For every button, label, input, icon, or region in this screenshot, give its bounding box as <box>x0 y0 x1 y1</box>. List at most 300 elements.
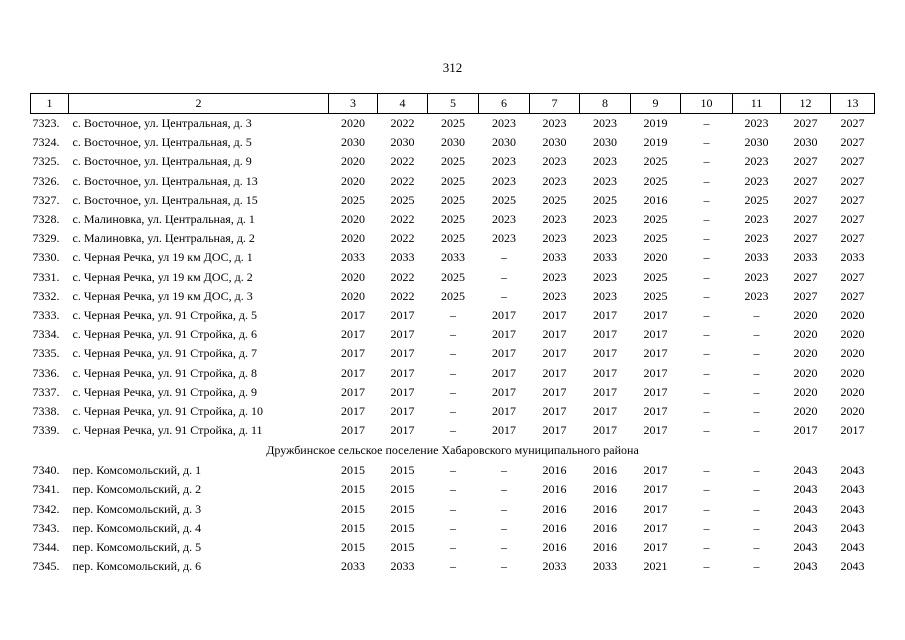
year-cell: 2015 <box>341 520 365 535</box>
year-cell: – <box>703 269 710 284</box>
year-cell: 2020 <box>793 403 818 418</box>
address-cell: с. Малиновка, ул. Центральная, д. 2 <box>72 231 255 246</box>
year-cell: 2022 <box>390 173 415 188</box>
row-number: 7331. <box>32 269 60 284</box>
column-header: 1 <box>31 94 69 114</box>
year-cell: – <box>703 423 710 438</box>
year-cell: 2027 <box>840 173 865 188</box>
year-cell: 2017 <box>390 365 415 380</box>
year-cell: 2025 <box>492 192 516 207</box>
table-row <box>31 383 875 402</box>
address-cell: с. Восточное, ул. Центральная, д. 9 <box>72 154 252 169</box>
year-cell: 2025 <box>643 231 668 246</box>
table-row <box>31 133 875 152</box>
year-cell: 2023 <box>593 154 617 169</box>
year-cell: 2020 <box>840 307 865 322</box>
year-cell: – <box>703 520 710 535</box>
address-cell: с. Черная Речка, ул 19 км ДОС, д. 3 <box>72 288 253 303</box>
row-number: 7343. <box>32 520 60 535</box>
year-cell: 2023 <box>542 173 567 188</box>
column-header: 2 <box>69 94 329 114</box>
year-cell: 2020 <box>840 403 865 418</box>
year-cell: 2033 <box>542 250 567 265</box>
year-cell: – <box>703 463 710 478</box>
year-cell: 2023 <box>744 173 769 188</box>
year-cell: – <box>703 327 710 342</box>
year-cell: 2017 <box>542 307 567 322</box>
table-row <box>31 480 875 499</box>
table-row <box>31 421 875 440</box>
year-cell: 2023 <box>593 269 617 284</box>
year-cell: 2027 <box>840 116 865 131</box>
year-cell: 2027 <box>840 288 865 303</box>
year-cell: – <box>501 269 507 284</box>
year-cell: 2023 <box>744 231 769 246</box>
year-cell: 2015 <box>390 463 415 478</box>
year-cell: 2020 <box>341 116 365 131</box>
year-cell: 2027 <box>793 192 818 207</box>
data-table <box>30 93 875 576</box>
year-cell: 2023 <box>492 212 516 227</box>
address-cell: с. Черная Речка, ул. 91 Стройка, д. 5 <box>72 307 257 322</box>
year-cell: – <box>753 540 760 555</box>
year-cell: 2043 <box>793 501 818 516</box>
address-cell: пер. Комсомольский, д. 2 <box>72 482 202 497</box>
year-cell: – <box>501 482 507 497</box>
address-cell: с. Восточное, ул. Центральная, д. 3 <box>72 116 252 131</box>
address-cell: с. Черная Речка, ул. 91 Стройка, д. 9 <box>72 384 257 399</box>
year-cell: 2017 <box>643 520 668 535</box>
year-cell: 2043 <box>793 559 818 574</box>
year-cell: 2030 <box>744 135 769 150</box>
year-cell: 2017 <box>390 327 415 342</box>
year-cell: 2025 <box>643 288 668 303</box>
year-cell: 2027 <box>793 288 818 303</box>
year-cell: 2030 <box>390 135 415 150</box>
year-cell: 2021 <box>643 559 668 574</box>
column-header: 6 <box>479 94 530 114</box>
table-row <box>31 306 875 325</box>
address-cell: с. Черная Речка, ул. 91 Стройка, д. 8 <box>72 365 257 380</box>
year-cell: 2017 <box>492 403 516 418</box>
year-cell: 2017 <box>643 365 668 380</box>
year-cell: – <box>703 135 710 150</box>
row-number: 7324. <box>32 135 60 150</box>
address-cell: пер. Комсомольский, д. 1 <box>72 463 202 478</box>
year-cell: 2017 <box>643 403 668 418</box>
year-cell: 2025 <box>441 154 465 169</box>
year-cell: 2015 <box>390 501 415 516</box>
header-row <box>31 94 875 114</box>
year-cell: 2017 <box>492 384 516 399</box>
year-cell: 2023 <box>593 173 617 188</box>
year-cell: 2023 <box>542 212 567 227</box>
address-cell: пер. Комсомольский, д. 6 <box>72 559 202 574</box>
year-cell: 2020 <box>793 384 818 399</box>
row-number: 7333. <box>32 307 60 322</box>
column-header: 5 <box>428 94 479 114</box>
year-cell: 2020 <box>793 307 818 322</box>
year-cell: 2015 <box>341 463 365 478</box>
year-cell: 2025 <box>341 192 365 207</box>
address-cell: с. Черная Речка, ул 19 км ДОС, д. 2 <box>72 269 253 284</box>
year-cell: 2043 <box>793 482 818 497</box>
year-cell: 2025 <box>542 192 567 207</box>
year-cell: 2017 <box>542 423 567 438</box>
year-cell: – <box>450 501 456 516</box>
year-cell: 2022 <box>390 269 415 284</box>
year-cell: 2030 <box>341 135 365 150</box>
column-header: 12 <box>781 94 831 114</box>
year-cell: 2017 <box>492 307 516 322</box>
year-cell: – <box>703 403 710 418</box>
section-title: Дружбинское сельское поселение Хабаровского муниципального района <box>266 443 639 458</box>
year-cell: 2023 <box>492 231 516 246</box>
year-cell: 2023 <box>492 173 516 188</box>
year-cell: 2022 <box>390 231 415 246</box>
year-cell: 2027 <box>793 269 818 284</box>
year-cell: – <box>450 482 456 497</box>
year-cell: – <box>703 501 710 516</box>
year-cell: – <box>753 346 760 361</box>
table-row <box>31 500 875 519</box>
year-cell: 2017 <box>542 384 567 399</box>
year-cell: – <box>703 288 710 303</box>
year-cell: 2017 <box>492 423 516 438</box>
year-cell: 2017 <box>390 423 415 438</box>
year-cell: – <box>753 520 760 535</box>
year-cell: 2016 <box>542 520 567 535</box>
address-cell: с. Черная Речка, ул. 91 Стройка, д. 11 <box>72 423 263 438</box>
year-cell: 2023 <box>744 288 769 303</box>
row-number: 7336. <box>32 365 60 380</box>
year-cell: 2017 <box>542 346 567 361</box>
address-cell: с. Восточное, ул. Центральная, д. 5 <box>72 135 252 150</box>
year-cell: – <box>703 154 710 169</box>
year-cell: 2017 <box>390 403 415 418</box>
year-cell: 2043 <box>840 520 865 535</box>
column-header: 11 <box>733 94 781 114</box>
year-cell: 2017 <box>643 463 668 478</box>
year-cell: 2027 <box>840 231 865 246</box>
year-cell: 2017 <box>341 307 365 322</box>
row-number: 7339. <box>32 423 60 438</box>
year-cell: 2033 <box>390 559 415 574</box>
table-row <box>31 191 875 210</box>
year-cell: 2017 <box>542 365 567 380</box>
year-cell: 2023 <box>492 154 516 169</box>
year-cell: 2043 <box>840 540 865 555</box>
year-cell: – <box>703 173 710 188</box>
year-cell: – <box>703 365 710 380</box>
year-cell: 2025 <box>643 212 668 227</box>
year-cell: 2043 <box>840 463 865 478</box>
year-cell: 2033 <box>593 250 617 265</box>
year-cell: 2027 <box>840 154 865 169</box>
year-cell: 2017 <box>643 501 668 516</box>
year-cell: 2017 <box>341 384 365 399</box>
year-cell: 2025 <box>441 269 465 284</box>
year-cell: 2016 <box>643 192 668 207</box>
year-cell: – <box>501 250 507 265</box>
table-row <box>31 172 875 191</box>
row-number: 7341. <box>32 482 60 497</box>
year-cell: 2017 <box>643 346 668 361</box>
year-cell: 2025 <box>390 192 415 207</box>
year-cell: – <box>703 559 710 574</box>
row-number: 7332. <box>32 288 60 303</box>
row-number: 7342. <box>32 501 60 516</box>
row-number: 7345. <box>32 559 60 574</box>
year-cell: – <box>450 403 456 418</box>
year-cell: 2043 <box>793 540 818 555</box>
table-row <box>31 519 875 538</box>
year-cell: 2043 <box>793 463 818 478</box>
row-number: 7335. <box>32 346 60 361</box>
year-cell: 2023 <box>492 116 516 131</box>
year-cell: 2020 <box>840 365 865 380</box>
table-row <box>31 268 875 287</box>
year-cell: 2043 <box>840 559 865 574</box>
year-cell: 2020 <box>341 231 365 246</box>
year-cell: – <box>450 346 456 361</box>
year-cell: 2027 <box>793 116 818 131</box>
year-cell: 2020 <box>341 173 365 188</box>
year-cell: – <box>753 327 760 342</box>
table-row <box>31 248 875 267</box>
year-cell: 2017 <box>390 307 415 322</box>
table-row <box>31 114 875 134</box>
row-number: 7325. <box>32 154 60 169</box>
table-row <box>31 325 875 344</box>
year-cell: 2015 <box>341 540 365 555</box>
year-cell: 2017 <box>643 327 668 342</box>
year-cell: 2016 <box>593 540 617 555</box>
year-cell: – <box>501 288 507 303</box>
year-cell: 2023 <box>593 231 617 246</box>
address-cell: с. Малиновка, ул. Центральная, д. 1 <box>72 212 255 227</box>
year-cell: 2016 <box>593 520 617 535</box>
year-cell: – <box>450 559 456 574</box>
year-cell: – <box>753 482 760 497</box>
table-row <box>31 538 875 557</box>
table-row <box>31 287 875 306</box>
year-cell: 2023 <box>542 269 567 284</box>
year-cell: 2023 <box>542 116 567 131</box>
row-number: 7338. <box>32 403 60 418</box>
year-cell: – <box>753 423 760 438</box>
year-cell: 2016 <box>542 540 567 555</box>
year-cell: 2017 <box>643 423 668 438</box>
year-cell: 2022 <box>390 116 415 131</box>
year-cell: 2017 <box>492 346 516 361</box>
year-cell: 2017 <box>643 482 668 497</box>
year-cell: – <box>703 192 710 207</box>
table-row <box>31 344 875 363</box>
year-cell: – <box>450 540 456 555</box>
year-cell: 2027 <box>840 135 865 150</box>
year-cell: 2020 <box>840 346 865 361</box>
address-cell: пер. Комсомольский, д. 5 <box>72 540 202 555</box>
address-cell: пер. Комсомольский, д. 3 <box>72 501 202 516</box>
year-cell: 2016 <box>593 463 617 478</box>
year-cell: 2023 <box>744 269 769 284</box>
year-cell: 2016 <box>542 501 567 516</box>
year-cell: – <box>753 365 760 380</box>
year-cell: – <box>501 520 507 535</box>
table-body <box>31 114 875 577</box>
year-cell: – <box>450 327 456 342</box>
year-cell: 2027 <box>840 212 865 227</box>
year-cell: 2015 <box>390 540 415 555</box>
column-header: 13 <box>831 94 875 114</box>
year-cell: 2025 <box>441 212 465 227</box>
address-cell: с. Восточное, ул. Центральная, д. 15 <box>72 192 258 207</box>
year-cell: 2016 <box>542 482 567 497</box>
year-cell: 2030 <box>793 135 818 150</box>
year-cell: 2027 <box>793 154 818 169</box>
year-cell: 2015 <box>341 482 365 497</box>
year-cell: – <box>703 231 710 246</box>
year-cell: 2025 <box>643 269 668 284</box>
year-cell: 2023 <box>542 154 567 169</box>
year-cell: 2033 <box>341 250 365 265</box>
year-cell: – <box>703 212 710 227</box>
year-cell: 2033 <box>441 250 465 265</box>
year-cell: 2017 <box>492 365 516 380</box>
year-cell: 2016 <box>542 463 567 478</box>
year-cell: 2016 <box>593 501 617 516</box>
year-cell: 2019 <box>643 135 668 150</box>
year-cell: 2022 <box>390 154 415 169</box>
column-header: 10 <box>681 94 733 114</box>
year-cell: 2025 <box>441 116 465 131</box>
year-cell: – <box>753 559 760 574</box>
year-cell: 2043 <box>840 501 865 516</box>
year-cell: 2027 <box>840 269 865 284</box>
year-cell: 2023 <box>744 212 769 227</box>
year-cell: 2017 <box>793 423 818 438</box>
row-number: 7334. <box>32 327 60 342</box>
year-cell: – <box>703 482 710 497</box>
year-cell: 2020 <box>793 346 818 361</box>
year-cell: 2020 <box>840 327 865 342</box>
year-cell: 2023 <box>593 288 617 303</box>
table-row <box>31 229 875 248</box>
year-cell: 2033 <box>542 559 567 574</box>
year-cell: 2025 <box>643 154 668 169</box>
year-cell: 2020 <box>840 384 865 399</box>
year-cell: 2043 <box>840 482 865 497</box>
row-number: 7323. <box>32 116 60 131</box>
row-number: 7330. <box>32 250 60 265</box>
page-number: 312 <box>442 60 463 75</box>
table-row <box>31 152 875 171</box>
year-cell: 2027 <box>793 212 818 227</box>
row-number: 7328. <box>32 212 60 227</box>
year-cell: 2023 <box>593 116 617 131</box>
year-cell: – <box>753 403 760 418</box>
year-cell: 2027 <box>793 231 818 246</box>
year-cell: 2022 <box>390 212 415 227</box>
year-cell: 2025 <box>441 231 465 246</box>
year-cell: 2019 <box>643 116 668 131</box>
year-cell: – <box>753 307 760 322</box>
year-cell: 2033 <box>840 250 865 265</box>
year-cell: 2016 <box>593 482 617 497</box>
year-cell: 2025 <box>441 192 465 207</box>
year-cell: 2023 <box>744 116 769 131</box>
table-header <box>31 94 875 114</box>
year-cell: 2027 <box>793 173 818 188</box>
year-cell: 2017 <box>492 327 516 342</box>
year-cell: 2017 <box>341 403 365 418</box>
year-cell: 2033 <box>793 250 818 265</box>
address-cell: с. Восточное, ул. Центральная, д. 13 <box>72 173 258 188</box>
year-cell: – <box>501 540 507 555</box>
year-cell: 2022 <box>390 288 415 303</box>
year-cell: 2017 <box>593 307 617 322</box>
row-number: 7326. <box>32 173 60 188</box>
year-cell: – <box>450 463 456 478</box>
table-row <box>31 461 875 480</box>
year-cell: 2030 <box>441 135 465 150</box>
column-header: 7 <box>530 94 580 114</box>
year-cell: 2020 <box>341 212 365 227</box>
table-row <box>31 557 875 576</box>
year-cell: 2017 <box>341 346 365 361</box>
year-cell: – <box>501 463 507 478</box>
year-cell: 2017 <box>390 346 415 361</box>
year-cell: 2020 <box>341 154 365 169</box>
year-cell: – <box>450 365 456 380</box>
year-cell: 2027 <box>840 192 865 207</box>
year-cell: – <box>703 250 710 265</box>
year-cell: – <box>501 501 507 516</box>
year-cell: 2017 <box>593 403 617 418</box>
column-header: 9 <box>631 94 681 114</box>
table-row <box>31 402 875 421</box>
year-cell: 2017 <box>593 423 617 438</box>
year-cell: 2017 <box>643 307 668 322</box>
year-cell: 2043 <box>793 520 818 535</box>
address-cell: пер. Комсомольский, д. 4 <box>72 520 202 535</box>
year-cell: 2015 <box>390 482 415 497</box>
year-cell: 2017 <box>542 403 567 418</box>
year-cell: 2025 <box>643 173 668 188</box>
year-cell: 2020 <box>643 250 668 265</box>
year-cell: – <box>450 423 456 438</box>
year-cell: 2030 <box>593 135 617 150</box>
table-row <box>31 363 875 382</box>
column-header: 3 <box>329 94 378 114</box>
row-number: 7327. <box>32 192 60 207</box>
year-cell: 2017 <box>593 365 617 380</box>
year-cell: 2020 <box>793 365 818 380</box>
table-row <box>31 210 875 229</box>
year-cell: – <box>753 463 760 478</box>
address-cell: с. Черная Речка, ул. 91 Стройка, д. 10 <box>72 403 263 418</box>
row-number: 7329. <box>32 231 60 246</box>
year-cell: 2033 <box>744 250 769 265</box>
year-cell: 2017 <box>593 346 617 361</box>
year-cell: – <box>753 501 760 516</box>
year-cell: 2025 <box>441 173 465 188</box>
year-cell: – <box>450 520 456 535</box>
year-cell: 2017 <box>341 327 365 342</box>
year-cell: 2023 <box>542 231 567 246</box>
year-cell: 2023 <box>744 154 769 169</box>
